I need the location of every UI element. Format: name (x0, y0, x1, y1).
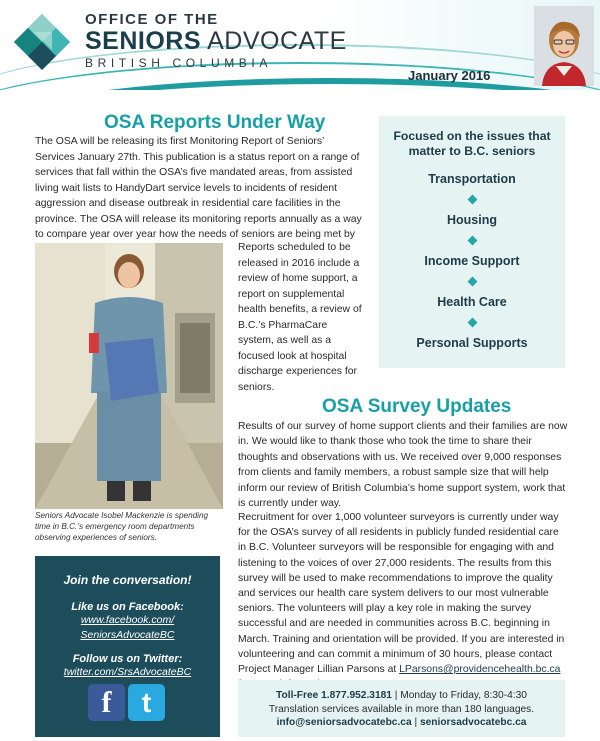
facebook-link[interactable]: www.facebook.com/ SeniorsAdvocateBC (80, 614, 175, 641)
org-name-advocate: ADVOCATE (201, 27, 347, 55)
reports-paragraph-2: Reports scheduled to be released in 2016 include a review of home support, a report on supplemental health benefits, a review of B.C.’s PharmaCare system, as well as a focused look at hospital discharge experiences for seniors. (238, 242, 362, 393)
email-link-info[interactable]: info@seniorsadvocatebc.ca (276, 717, 412, 728)
website-link[interactable]: seniorsadvocatebc.ca (419, 717, 527, 728)
social-title: Join the conversation! (63, 573, 192, 587)
diamond-icon (467, 236, 477, 246)
focus-title: Focused on the issues that matter to B.C. seniors (393, 129, 551, 158)
translation-note: Translation services available in more than 180 languages. (268, 703, 535, 715)
focus-item: Income Support (379, 253, 565, 294)
survey-heading: OSA Survey Updates (322, 396, 512, 417)
contact-links-row: info@seniorsadvocatebc.ca | seniorsadvocatebc.ca (276, 717, 527, 728)
focus-box (379, 116, 565, 368)
org-name-line2 (85, 28, 347, 55)
org-name-seniors: SENIORS (85, 27, 202, 55)
facebook-icon[interactable]: f (88, 684, 125, 721)
twitter-link[interactable]: twitter.com/SrsAdvocateBC (63, 666, 192, 678)
email-link-parsons[interactable]: LParsons@providencehealth.bc.ca (399, 664, 561, 676)
focus-item: Personal Supports (416, 336, 528, 350)
focus-item: Housing (379, 212, 565, 253)
survey-paragraph-2: Recruitment for over 1,000 volunteer surveyors is currently under way for the OSA’s survey of all residents in publicly funded residential care in B.C. Volunteer surveyors will be responsible for engaging with and listening to the voices of over 27,000 residents. The results from this survey will be used to make recommendations to improve the quality and services our health care system delivers to our most vulnerable seniors. The volunteers will play a key role in making the survey successful and are needed in communities across B.C. beginning in March. Training and orientation will be provided. If you are interested in volunteering and can commit a minimum of 30 hours, please contact Project Manager Lillian Parsons at LParsons@providencehealth.bc.ca (238, 512, 565, 676)
focus-list (379, 171, 565, 376)
photo-caption: Seniors Advocate Isobel Mackenzie is spending time in B.C.’s emergency room departments observing experiences of seniors. (35, 511, 209, 542)
advocate-er-photo (35, 243, 223, 509)
diamond-icon (467, 318, 477, 328)
org-name-line3: BRITISH COLUMBIA (85, 56, 272, 70)
survey-paragraph-1: Results of our survey of home support clients and their families are now in. We would like to thank those who took the time to share their thoughts and observations with us. We received over 9,000 responses from clients and family members, a robust sample size that will help inform our review of British Columbia’s home support system, work that is currently under way. (238, 421, 568, 510)
twitter-icon[interactable]: t (128, 684, 165, 721)
toll-free-number[interactable]: Toll-Free 1.877.952.3181 (276, 690, 392, 701)
org-wordmark (85, 11, 347, 70)
osa-logo-icon (12, 12, 72, 72)
diamond-icon (467, 277, 477, 287)
social-box (35, 556, 220, 737)
contact-box (238, 680, 565, 737)
advocate-portrait (534, 6, 594, 86)
org-name-line1: OFFICE OF THE (85, 11, 219, 28)
diamond-icon (467, 195, 477, 205)
focus-item: Health Care (379, 294, 565, 335)
contact-phone-row (238, 689, 565, 703)
office-hours: | Monday to Friday, 8:30-4:30 (391, 690, 527, 701)
issue-date: January 2016 (408, 68, 491, 83)
facebook-label: Like us on Facebook: (71, 601, 184, 613)
social-icons (88, 684, 168, 722)
twitter-label: Follow us on Twitter: (72, 653, 183, 665)
reports-heading: OSA Reports Under Way (104, 112, 326, 133)
header-banner (0, 0, 600, 90)
reports-paragraph-1: The OSA will be releasing its first Monitoring Report of Seniors’ Services January 27th. This publication is a status report on a range of services that fall within the OSA’s five mandated areas, from assisted living wait lists to HandyDart service levels to incidents of resident aggression and disease outbreak in residential care facilities in the province. The OSA will release its monitoring reports annually as a way to compare year over year how the needs of seniors are being met by (35, 136, 362, 240)
focus-item: Transportation (379, 171, 565, 212)
